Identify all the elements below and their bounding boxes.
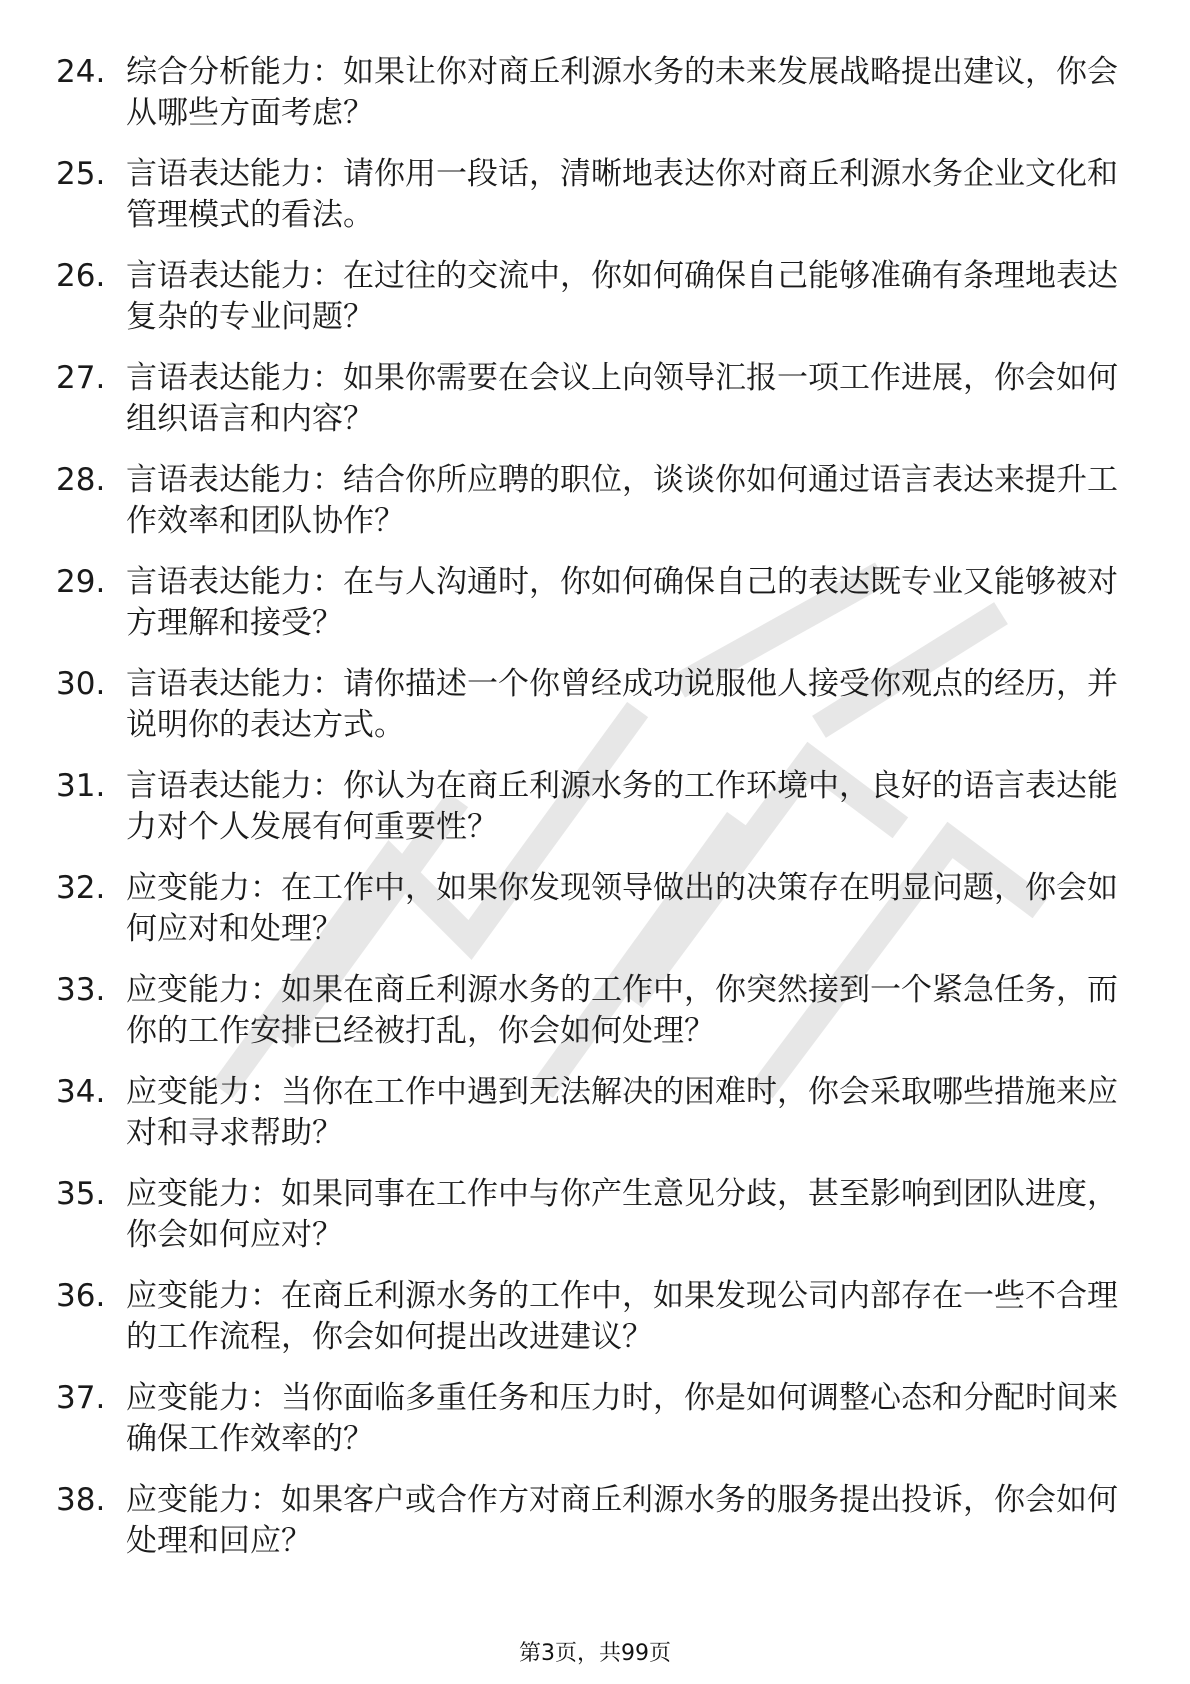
question-item [56,1276,1136,1378]
question-text: 言语表达能力：结合你所应聘的职位，谈谈你如何通过语言表达来提升工作效率和团队协作？ [126,462,1118,539]
question-number: 38. [56,1482,106,1518]
question-item [56,154,1136,256]
page-number: 第3页，共99页 [519,1641,671,1666]
question-item [56,766,1136,868]
question-item [56,1174,1136,1276]
question-item [56,256,1136,358]
question-number: 29. [56,564,106,600]
question-text: 言语表达能力：在与人沟通时，你如何确保自己的表达既专业又能够被对方理解和接受？ [126,564,1118,641]
question-number: 36. [56,1278,106,1314]
question-text: 应变能力：在工作中，如果你发现领导做出的决策存在明显问题，你会如何应对和处理？ [126,870,1118,947]
question-text: 言语表达能力：你认为在商丘利源水务的工作环境中，良好的语言表达能力对个人发展有何重要性？ [126,768,1118,845]
question-item [56,1072,1136,1174]
question-text: 言语表达能力：请你描述一个你曾经成功说服他人接受你观点的经历，并说明你的表达方式。 [126,666,1118,743]
question-item [56,358,1136,460]
question-text: 应变能力：如果客户或合作方对商丘利源水务的服务提出投诉，你会如何处理和回应？ [126,1482,1118,1559]
question-item [56,868,1136,970]
question-number: 32. [56,870,106,906]
question-text: 言语表达能力：请你用一段话，清晰地表达你对商丘利源水务企业文化和管理模式的看法。 [126,156,1118,233]
question-text: 应变能力：当你在工作中遇到无法解决的困难时，你会采取哪些措施来应对和寻求帮助？ [126,1074,1118,1151]
question-number: 34. [56,1074,106,1110]
question-text: 综合分析能力：如果让你对商丘利源水务的未来发展战略提出建议，你会从哪些方面考虑？ [126,54,1118,131]
question-text: 应变能力：如果在商丘利源水务的工作中，你突然接到一个紧急任务，而你的工作安排已经被打乱，你会如何处理？ [126,972,1118,1049]
question-number: 28. [56,462,106,498]
question-number: 35. [56,1176,106,1212]
question-item [56,460,1136,562]
question-text: 应变能力：在商丘利源水务的工作中，如果发现公司内部存在一些不合理的工作流程，你会如何提出改进建议？ [126,1278,1118,1355]
question-number: 26. [56,258,106,294]
question-item [56,970,1136,1072]
question-number: 33. [56,972,106,1008]
question-text: 应变能力：如果同事在工作中与你产生意见分歧，甚至影响到团队进度，你会如何应对？ [126,1176,1118,1253]
question-number: 30. [56,666,106,702]
question-text: 言语表达能力：在过往的交流中，你如何确保自己能够准确有条理地表达复杂的专业问题？ [126,258,1118,335]
question-number: 25. [56,156,106,192]
question-item [56,52,1136,154]
question-item [56,664,1136,766]
question-number: 31. [56,768,106,804]
question-text: 言语表达能力：如果你需要在会议上向领导汇报一项工作进展，你会如何组织语言和内容？ [126,360,1118,437]
question-item [56,1480,1136,1582]
question-item [56,562,1136,664]
question-number: 24. [56,54,106,90]
question-item [56,1378,1136,1480]
question-text: 应变能力：当你面临多重任务和压力时，你是如何调整心态和分配时间来确保工作效率的？ [126,1380,1118,1457]
question-number: 27. [56,360,106,396]
question-number: 37. [56,1380,106,1416]
question-list [56,52,1136,1582]
